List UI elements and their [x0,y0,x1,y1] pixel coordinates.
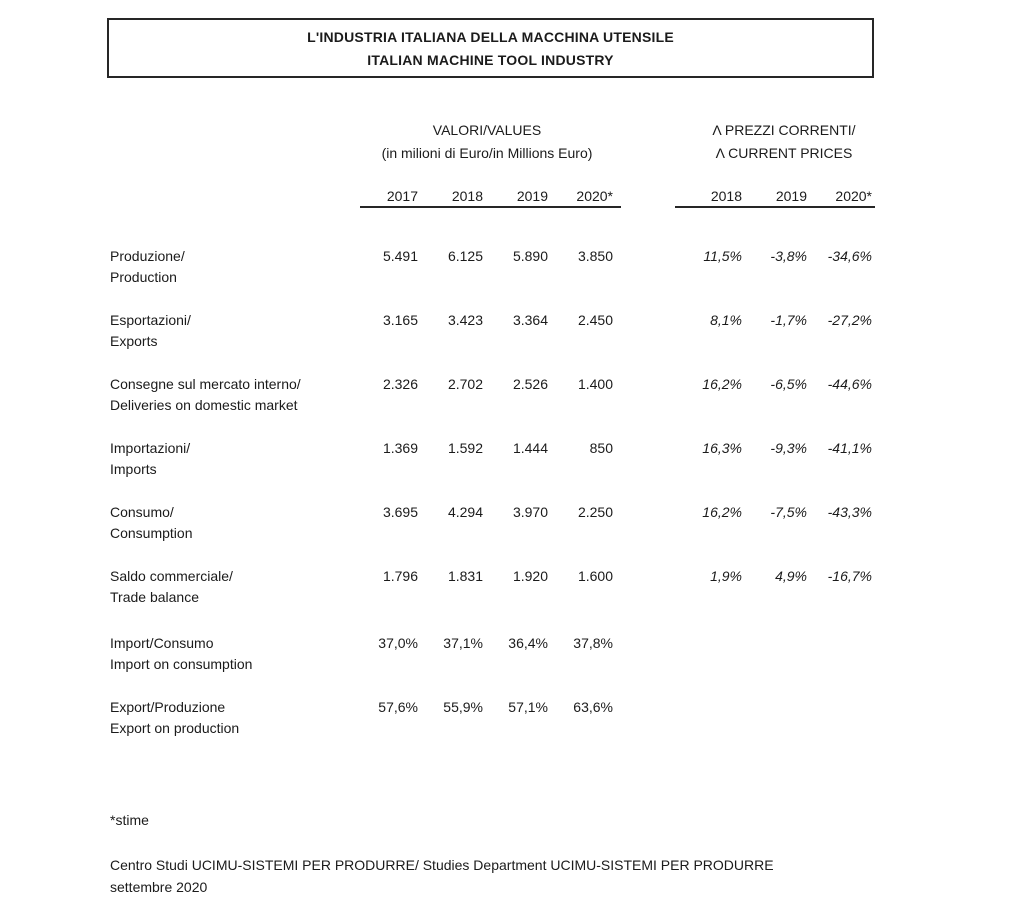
year-header-values-2019: 2019 [516,188,548,204]
credits-date-line: settembre 2020 [110,879,208,895]
row-label-english: Export on production [110,720,240,736]
pct-cell: -41,1% [827,440,872,456]
year-header-prices-2020: 2020* [835,188,872,204]
value-cell: 850 [589,440,613,456]
row-label-english: Imports [110,461,157,477]
table-row-esportazioni [110,310,872,352]
pct-cell: -6,5% [770,376,807,392]
value-cell: 1.592 [447,440,483,456]
prices-group-header-line1: Λ PREZZI CORRENTI/ [712,122,856,138]
values-columns-underline [360,206,621,208]
row-label-italian: Consumo/ [110,504,174,520]
value-cell: 3.850 [577,248,613,264]
value-cell: 2.250 [577,504,613,520]
prices-columns-underline [675,206,875,208]
row-label [110,697,353,739]
row-label-italian: Importazioni/ [110,440,191,456]
value-cell: 2.702 [447,376,483,392]
pct-cell: -43,3% [827,504,872,520]
pct-cell: -1,7% [770,312,807,328]
value-cell: 6.125 [447,248,483,264]
pct-cell: -34,6% [827,248,872,264]
value-cell: 1.920 [512,568,548,584]
pct-cell: -44,6% [827,376,872,392]
row-label-italian: Saldo commerciale/ [110,568,233,584]
value-cell: 1.444 [512,440,548,456]
value-cell: 63,6% [573,699,613,715]
year-header-prices-2018: 2018 [710,188,742,204]
row-label-italian: Consegne sul mercato interno/ [110,376,301,392]
title-line-english: ITALIAN MACHINE TOOL INDUSTRY [367,52,614,68]
row-label-english: Import on consumption [110,656,253,672]
table-row-saldo [110,566,872,608]
table-row-export-produzione [110,697,872,739]
title-line-italian: L'INDUSTRIA ITALIANA DELLA MACCHINA UTENSILE [307,29,674,45]
pct-cell: 8,1% [710,312,742,328]
value-cell: 3.364 [512,312,548,328]
values-group-header-line1: VALORI/VALUES [432,122,542,138]
table-row-consegne [110,374,872,416]
row-label-english: Trade balance [110,589,199,605]
year-header-values-2017: 2017 [386,188,418,204]
title-box [107,18,874,78]
table-row-import-consumo [110,633,872,675]
table-row-consumo [110,502,872,544]
row-label [110,374,353,416]
pct-cell: -7,5% [770,504,807,520]
value-cell: 2.526 [512,376,548,392]
value-cell: 5.890 [512,248,548,264]
row-label-italian: Export/Produzione [110,699,226,715]
row-label-english: Deliveries on domestic market [110,397,298,413]
pct-cell: -16,7% [827,568,872,584]
value-cell: 4.294 [447,504,483,520]
pct-cell: -9,3% [770,440,807,456]
value-cell: 1.400 [577,376,613,392]
row-label-english: Consumption [110,525,193,541]
value-cell: 2.326 [382,376,418,392]
pct-cell: -27,2% [827,312,872,328]
years-header-gap [613,186,677,207]
row-label-italian: Esportazioni/ [110,312,191,328]
years-header-row [110,186,872,207]
value-cell: 5.491 [382,248,418,264]
row-label [110,246,353,288]
row-label [110,502,353,544]
row-label [110,310,353,352]
years-header-spacer [110,186,353,207]
pct-cell: 4,9% [775,568,807,584]
value-cell: 55,9% [443,699,483,715]
value-cell: 57,6% [378,699,418,715]
row-label-english: Exports [110,333,158,349]
value-cell: 1.831 [447,568,483,584]
pct-cell: 1,9% [710,568,742,584]
credits-block [110,854,774,898]
value-cell: 37,1% [443,635,483,651]
value-cell: 1.369 [382,440,418,456]
table-row-produzione [110,246,872,288]
pct-cell: 16,2% [702,504,742,520]
row-label-italian: Produzione/ [110,248,185,264]
row-label [110,633,353,675]
pct-cell: 11,5% [703,248,742,264]
value-cell: 3.165 [382,312,418,328]
value-cell: 3.695 [382,504,418,520]
value-cell: 1.796 [382,568,418,584]
year-header-values-2018: 2018 [451,188,483,204]
pct-cell: 16,3% [702,440,742,456]
row-label-italian: Import/Consumo [110,635,214,651]
values-group-header-line2: (in milioni di Euro/in Millions Euro) [381,145,593,161]
value-cell: 2.450 [577,312,613,328]
values-group-header [353,119,621,165]
row-label [110,566,353,608]
value-cell: 37,8% [573,635,613,651]
credits-source-line: Centro Studi UCIMU-SISTEMI PER PRODURRE/ Studies Department UCIMU-SISTEMI PER PRODURRE [110,857,774,873]
row-label-english: Production [110,269,177,285]
pct-cell: 16,2% [702,376,742,392]
table-row-importazioni [110,438,872,480]
value-cell: 57,1% [508,699,548,715]
prices-group-header [678,119,890,165]
prices-group-header-line2: Λ CURRENT PRICES [715,145,853,161]
value-cell: 37,0% [378,635,418,651]
value-cell: 36,4% [508,635,548,651]
data-table [110,246,872,761]
row-label [110,438,353,480]
year-header-values-2020: 2020* [576,188,613,204]
value-cell: 3.970 [512,504,548,520]
value-cell: 1.600 [577,568,613,584]
year-header-prices-2019: 2019 [775,188,807,204]
pct-cell: -3,8% [770,248,807,264]
value-cell: 3.423 [447,312,483,328]
footnote-estimates: *stime [110,812,149,828]
